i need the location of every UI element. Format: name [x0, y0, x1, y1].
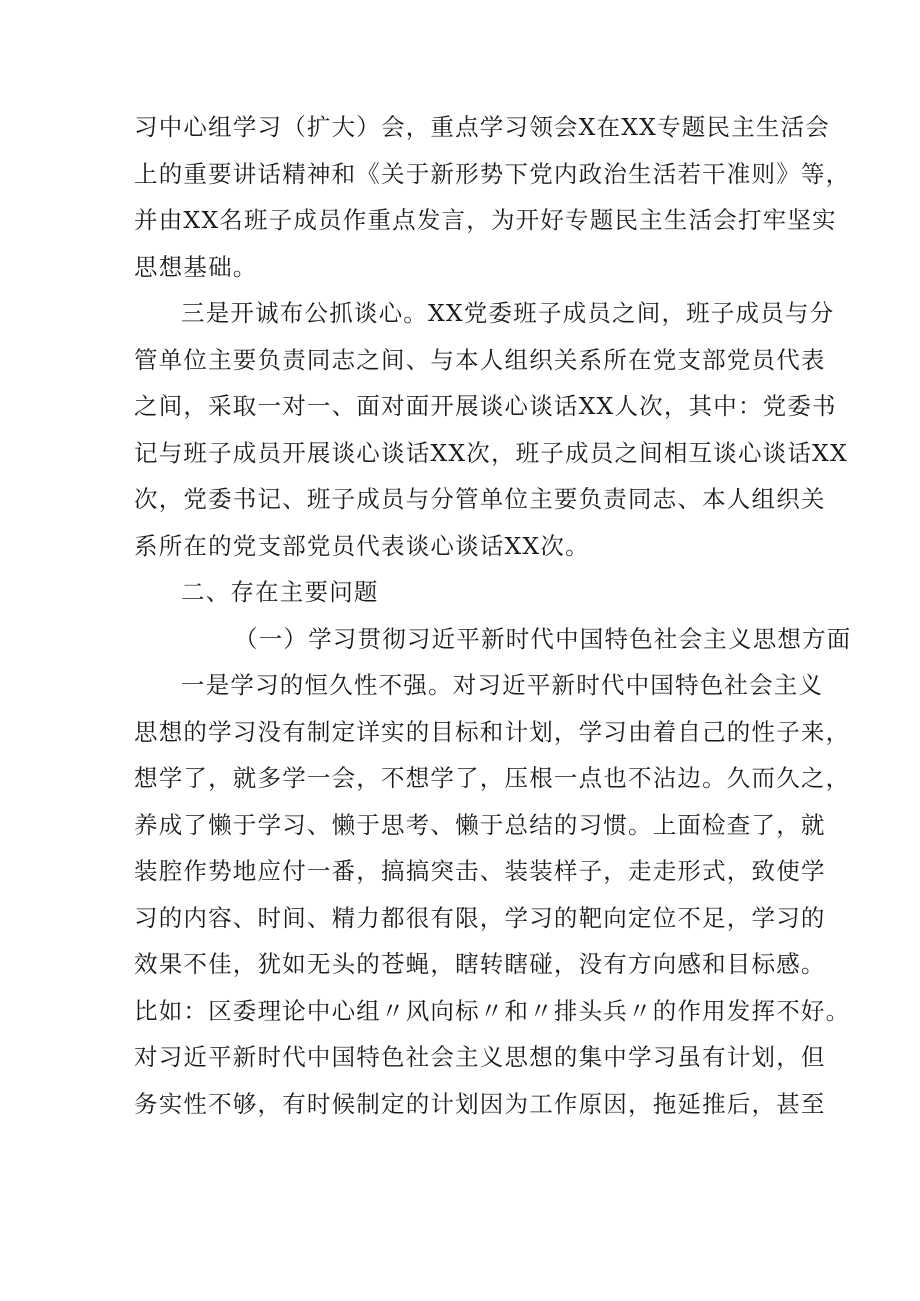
text-line: 务实性不够，有时候制定的计划因为工作原因，拖延推后，甚至	[134, 1089, 826, 1118]
text-line: 思想的学习没有制定详实的目标和计划，学习由着自己的性子来，	[134, 717, 851, 746]
body-text	[134, 104, 852, 1127]
text-line: 比如：区委理论中心组〃风向标〃和〃排头兵〃的作用发挥不好。	[134, 996, 851, 1025]
text-line: 对习近平新时代中国特色社会主义思想的集中学习虽有计划，但	[134, 1043, 826, 1071]
text-line: 系所在的党支部党员代表谈心谈话XX次。	[134, 531, 590, 560]
text-line: 次，党委书记、班子成员与分管单位主要负责同志、本人组织关	[134, 485, 826, 513]
text-line: 思想基础。	[134, 252, 258, 281]
text-line: 并由XX名班子成员作重点发言，为开好专题民主生活会打牢坚实	[134, 206, 837, 234]
text-line: 记与班子成员开展谈心谈话XX次，班子成员之间相互谈心谈话XX	[134, 438, 848, 467]
text-line: 想学了，就多学一会，不想学了，压根一点也不沾边。久而久之，	[134, 764, 851, 792]
subsection-heading: （一）学习贯彻习近平新时代中国特色社会主义思想方面	[234, 624, 852, 653]
text-line: 习中心组学习（扩大）会，重点学习领会X在XX专题民主生活会	[134, 113, 830, 141]
paragraph-start: 一是学习的恒久性不强。对习近平新时代中国特色社会主义	[181, 671, 824, 699]
text-line: 习的内容、时间、精力都很有限，学习的靶向定位不足，学习的	[134, 903, 826, 932]
paragraph-start: 三是开诚布公抓谈心。XX党委班子成员之间，班子成员与分	[181, 299, 835, 327]
text-line: 上的重要讲话精神和《关于新形势下党内政治生活若干准则》等，	[134, 159, 851, 188]
text-line: 装腔作势地应付一番，搞搞突击、装装样子，走走形式，致使学	[134, 857, 826, 885]
text-line: 效果不佳，犹如无头的苍蝇，瞎转瞎碰，没有方向感和目标感。	[134, 950, 826, 978]
text-line: 养成了懒于学习、懒于思考、懒于总结的习惯。上面检查了，就	[134, 810, 826, 839]
text-line: 管单位主要负责同志之间、与本人组织关系所在党支部党员代表	[134, 345, 826, 374]
section-heading: 二、存在主要问题	[181, 578, 379, 606]
text-line: 之间，采取一对一、面对面开展谈心谈话XX人次，其中：党委书	[134, 392, 837, 420]
